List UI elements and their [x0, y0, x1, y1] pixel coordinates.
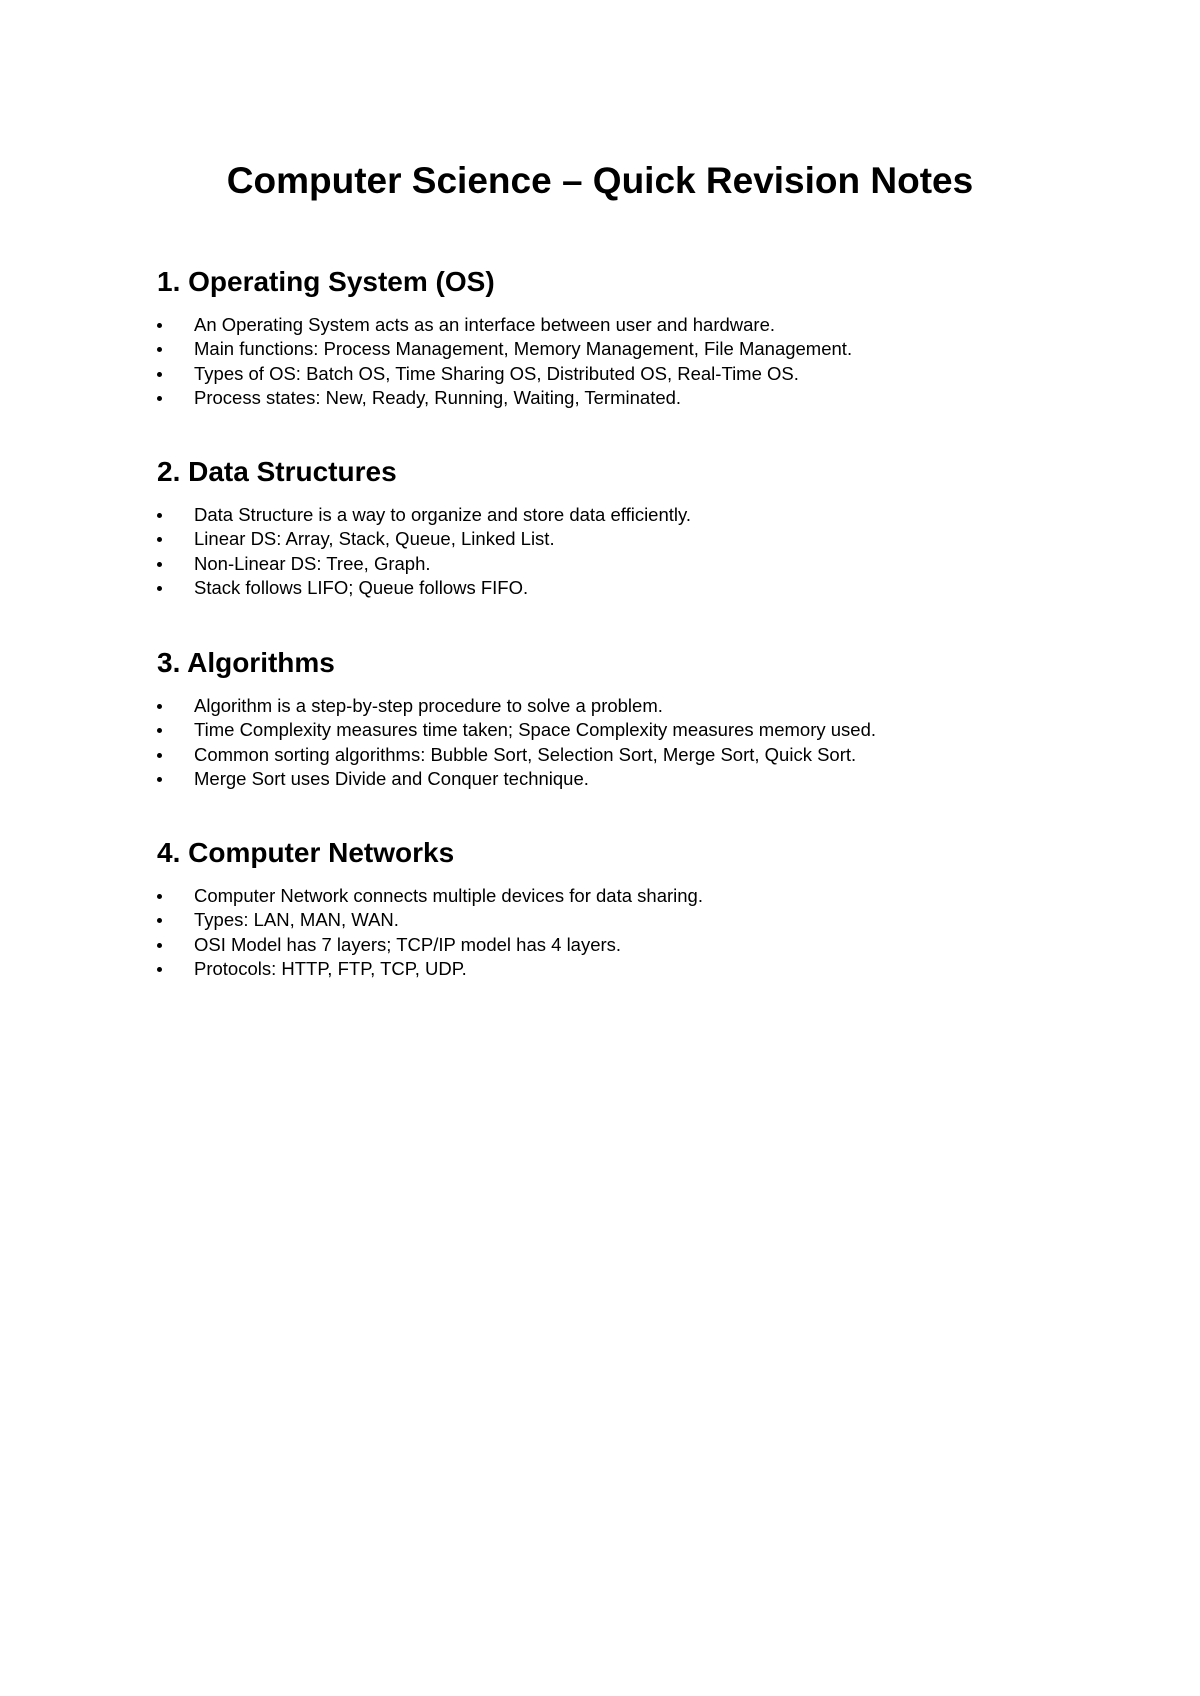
- list-item-text: Computer Network connects multiple devices for data sharing.: [194, 885, 703, 906]
- list-item: [157, 386, 1057, 410]
- list-item: [157, 957, 1057, 981]
- bullet-icon: [157, 537, 162, 542]
- section-heading: 2. Data Structures: [157, 456, 397, 487]
- section-operating-system: [157, 265, 1057, 410]
- bullet-icon: [157, 777, 162, 782]
- list-item: [157, 884, 1057, 908]
- bullet-list: [157, 694, 1057, 791]
- bullet-icon: [157, 967, 162, 972]
- section-algorithms: [157, 646, 1057, 791]
- section-heading: 1. Operating System (OS): [157, 266, 495, 297]
- list-item-text: Algorithm is a step-by-step procedure to solve a problem.: [194, 695, 663, 716]
- list-item: [157, 337, 1057, 361]
- bullet-icon: [157, 704, 162, 709]
- list-item-text: Data Structure is a way to organize and store data efficiently.: [194, 504, 692, 525]
- list-item-text: Time Complexity measures time taken; Space Complexity measures memory used.: [194, 719, 876, 741]
- list-item-text: Stack follows LIFO; Queue follows FIFO.: [194, 576, 529, 598]
- section-heading: 3. Algorithms: [157, 647, 335, 678]
- list-item: [157, 933, 1057, 957]
- list-item-text: Types of OS: Batch OS, Time Sharing OS, Distributed OS, Real-Time OS.: [194, 362, 799, 384]
- bullet-icon: [157, 372, 162, 377]
- list-item: [157, 767, 1057, 791]
- bullet-icon: [157, 396, 162, 401]
- document-title: Computer Science – Quick Revision Notes: [226, 160, 974, 201]
- list-item-text: Process states: New, Ready, Running, Waiting, Terminated.: [194, 386, 682, 408]
- list-item-text: Merge Sort uses Divide and Conquer technique.: [194, 767, 589, 789]
- section-data-structures: [157, 455, 1057, 600]
- bullet-icon: [157, 894, 162, 899]
- list-item: [157, 362, 1057, 386]
- list-item: [157, 908, 1057, 932]
- bullet-list: [157, 884, 1057, 981]
- list-item: [157, 718, 1057, 742]
- list-item: [157, 313, 1057, 337]
- bullet-list: [157, 313, 1057, 410]
- list-item-text: An Operating System acts as an interface between user and hardware.: [194, 314, 776, 335]
- bullet-icon: [157, 586, 162, 591]
- section-heading: 4. Computer Networks: [157, 837, 455, 868]
- list-item-text: OSI Model has 7 layers; TCP/IP model has 4 layers.: [194, 933, 622, 955]
- list-item: [157, 694, 1057, 718]
- list-item: [157, 527, 1057, 551]
- bullet-list: [157, 503, 1057, 600]
- list-item-text: Types: LAN, MAN, WAN.: [194, 909, 399, 931]
- bullet-icon: [157, 513, 162, 518]
- section-computer-networks: [157, 836, 1057, 981]
- bullet-icon: [157, 918, 162, 923]
- list-item-text: Main functions: Process Management, Memory Management, File Management.: [194, 338, 853, 360]
- list-item: [157, 503, 1057, 527]
- list-item-text: Common sorting algorithms: Bubble Sort, Selection Sort, Merge Sort, Quick Sort.: [194, 743, 857, 765]
- bullet-icon: [157, 728, 162, 733]
- bullet-icon: [157, 347, 162, 352]
- bullet-icon: [157, 562, 162, 567]
- bullet-icon: [157, 323, 162, 328]
- bullet-icon: [157, 753, 162, 758]
- list-item-text: Non-Linear DS: Tree, Graph.: [194, 552, 431, 574]
- list-item-text: Protocols: HTTP, FTP, TCP, UDP.: [194, 957, 467, 979]
- list-item: [157, 743, 1057, 767]
- bullet-icon: [157, 943, 162, 948]
- list-item-text: Linear DS: Array, Stack, Queue, Linked List.: [194, 528, 555, 550]
- list-item: [157, 576, 1057, 600]
- list-item: [157, 552, 1057, 576]
